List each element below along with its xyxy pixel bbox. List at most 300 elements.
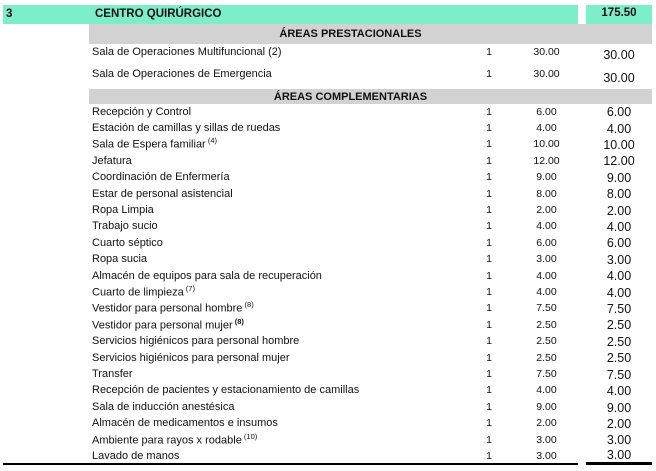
table-row	[3, 252, 652, 268]
room-unit-area-cell	[515, 268, 578, 284]
room-unit-area-cell	[515, 449, 578, 465]
section-label-cell	[89, 24, 652, 44]
room-name-cell	[89, 432, 463, 448]
room-qty-cell	[463, 186, 515, 202]
room-unit-area: 3.00	[536, 433, 557, 446]
indent-gap-cell	[65, 202, 89, 218]
column-gap	[578, 432, 586, 448]
table-row	[3, 153, 652, 169]
room-total-area-cell	[586, 317, 652, 333]
room-total-area-cell	[586, 120, 652, 136]
room-unit-area: 9.00	[536, 400, 557, 413]
room-name-cell	[89, 186, 463, 202]
room-name-footnote: (4)	[205, 136, 217, 146]
room-qty: 1	[486, 351, 492, 364]
room-name-cell	[89, 449, 463, 465]
indent-gap-cell	[65, 301, 89, 317]
indent-gap-cell	[65, 399, 89, 415]
code-box-cell	[3, 252, 65, 268]
table-row	[3, 399, 652, 415]
indent-gap-cell	[65, 449, 89, 465]
code-box-cell	[3, 416, 65, 432]
indent-gap-cell	[65, 44, 89, 67]
room-unit-area: 2.00	[536, 417, 557, 430]
room-unit-area-cell	[515, 317, 578, 333]
room-total-area-cell	[586, 383, 652, 399]
room-qty: 1	[486, 220, 492, 233]
room-name-cell	[89, 170, 463, 186]
room-total-area-cell	[586, 432, 652, 448]
code-box-cell	[3, 24, 65, 44]
code-box-cell	[3, 334, 65, 350]
room-total-area-cell	[586, 301, 652, 317]
table-row	[3, 170, 652, 186]
table-row	[3, 44, 652, 67]
room-unit-area: 3.00	[536, 253, 557, 266]
code-box-cell	[3, 399, 65, 415]
indent-gap-cell	[65, 383, 89, 399]
indent-gap-cell	[65, 153, 89, 169]
code-box-cell	[3, 367, 65, 383]
room-unit-area: 6.00	[536, 105, 557, 118]
room-unit-area: 2.50	[536, 318, 557, 331]
room-total-area: 3.00	[606, 448, 632, 463]
room-total-area: 7.50	[606, 367, 632, 382]
room-name-cell	[89, 120, 463, 136]
room-qty: 1	[486, 154, 492, 167]
room-unit-area-cell	[515, 137, 578, 153]
room-qty: 1	[486, 45, 492, 58]
table-row	[3, 219, 652, 235]
room-total-area: 2.50	[606, 318, 632, 333]
column-gap	[578, 219, 586, 235]
room-name-cell	[89, 383, 463, 399]
room-qty: 1	[486, 417, 492, 430]
indent-gap-cell	[65, 268, 89, 284]
code-box-cell	[3, 301, 65, 317]
column-gap	[578, 104, 586, 120]
room-unit-area-cell	[515, 367, 578, 383]
table-row	[3, 334, 652, 350]
room-unit-area-cell	[515, 432, 578, 448]
section-total-value: 175.50	[601, 7, 637, 19]
column-gap	[578, 367, 586, 383]
column-gap	[578, 399, 586, 415]
room-name: Sala de Operaciones Multifuncional (2)	[92, 45, 282, 58]
room-total-area: 10.00	[603, 138, 635, 153]
indent-gap-cell	[65, 334, 89, 350]
room-qty: 1	[486, 187, 492, 200]
column-gap	[578, 350, 586, 366]
code-box-cell	[3, 235, 65, 251]
code-box-cell	[3, 350, 65, 366]
room-name-cell	[89, 219, 463, 235]
room-name: Estar de personal asistencial	[92, 187, 233, 200]
room-total-area: 2.00	[606, 416, 632, 431]
room-unit-area: 2.50	[536, 351, 557, 364]
room-name-footnote: (8)	[242, 300, 254, 310]
room-total-area: 2.00	[606, 203, 632, 218]
column-gap	[578, 235, 586, 251]
room-unit-area: 2.50	[536, 335, 557, 348]
indent-gap-cell	[65, 284, 89, 300]
room-name-cell	[89, 44, 463, 67]
room-unit-area: 7.50	[536, 368, 557, 380]
room-qty-cell	[463, 301, 515, 317]
code-box-cell	[3, 170, 65, 186]
section-total-cell	[586, 5, 652, 24]
room-name-cell	[89, 350, 463, 366]
indent-gap-cell	[65, 432, 89, 448]
room-name-cell	[89, 334, 463, 350]
section-number: 3	[6, 8, 13, 20]
room-name-cell	[89, 104, 463, 120]
room-unit-area: 4.00	[536, 285, 557, 298]
room-total-area: 9.00	[606, 170, 632, 185]
room-qty-cell	[463, 284, 515, 300]
room-name: Servicios higiénicos para personal hombre	[92, 335, 300, 348]
room-total-area: 30.00	[603, 48, 635, 63]
column-gap	[578, 301, 586, 317]
room-unit-area: 7.50	[536, 302, 557, 315]
code-box-cell	[3, 67, 65, 90]
table-row	[3, 317, 652, 333]
table-row	[3, 202, 652, 218]
room-qty-cell	[463, 252, 515, 268]
indent-gap-cell	[65, 89, 89, 104]
room-qty: 1	[486, 450, 492, 463]
table-row	[3, 104, 652, 120]
room-name-cell	[89, 137, 463, 153]
room-qty: 1	[486, 433, 492, 446]
room-total-area-cell	[586, 153, 652, 169]
column-gap	[578, 137, 586, 153]
indent-gap-cell	[65, 67, 89, 90]
room-unit-area-cell	[515, 186, 578, 202]
room-unit-area-cell	[515, 383, 578, 399]
room-qty: 1	[486, 171, 492, 184]
table-row	[3, 268, 652, 284]
room-qty: 1	[486, 269, 492, 282]
room-name: Jefatura	[92, 154, 132, 167]
room-name: Servicios higiénicos para personal mujer	[92, 351, 290, 364]
section-label-cell	[89, 89, 652, 104]
indent-gap-cell	[65, 317, 89, 333]
room-name-cell	[89, 202, 463, 218]
column-gap	[578, 317, 586, 333]
column-gap	[578, 383, 586, 399]
room-unit-area: 12.00	[533, 154, 560, 167]
column-gap	[578, 67, 586, 90]
room-qty-cell	[463, 350, 515, 366]
room-unit-area: 3.00	[536, 450, 557, 463]
room-qty-cell	[463, 317, 515, 333]
room-total-area-cell	[586, 137, 652, 153]
indent-gap-cell	[65, 104, 89, 120]
room-qty-cell	[463, 449, 515, 465]
column-gap	[578, 44, 586, 67]
room-qty: 1	[486, 121, 492, 134]
room-qty-cell	[463, 104, 515, 120]
column-gap	[578, 416, 586, 432]
room-name-cell	[89, 301, 463, 317]
code-box-cell	[3, 383, 65, 399]
room-qty: 1	[486, 138, 492, 151]
room-total-area: 30.00	[603, 70, 635, 85]
room-name-footnote: (7)	[183, 284, 195, 293]
room-unit-area-cell	[515, 252, 578, 268]
room-total-area: 2.50	[606, 334, 632, 349]
room-name-cell	[89, 252, 463, 268]
column-gap	[578, 202, 586, 218]
code-box-cell	[3, 120, 65, 136]
room-name: Vestidor para personal hombre	[92, 303, 243, 316]
indent-gap-cell	[65, 219, 89, 235]
table-row	[3, 383, 652, 399]
code-box-cell	[3, 202, 65, 218]
room-qty-cell	[463, 153, 515, 169]
code-box-cell	[3, 44, 65, 67]
room-unit-area-cell	[515, 334, 578, 350]
section-title: CENTRO QUIRÚRGICO	[95, 8, 222, 20]
table-header-row	[3, 5, 652, 24]
room-total-area: 9.00	[606, 400, 632, 415]
column-gap	[578, 120, 586, 136]
table-row	[3, 67, 652, 90]
room-qty-cell	[463, 268, 515, 284]
table-row	[3, 284, 652, 300]
indent-gap-cell	[65, 170, 89, 186]
room-total-area-cell	[586, 334, 652, 350]
room-name-cell	[89, 235, 463, 251]
room-name-cell	[89, 416, 463, 432]
room-qty: 1	[486, 384, 492, 397]
header-gap	[578, 5, 586, 24]
table-row	[3, 186, 652, 202]
room-qty: 1	[486, 203, 492, 216]
room-name-footnote: (8)	[232, 317, 244, 326]
table-row	[3, 301, 652, 317]
table-row	[3, 350, 652, 366]
room-unit-area-cell	[515, 104, 578, 120]
room-unit-area: 8.00	[536, 187, 557, 200]
code-box-cell	[3, 186, 65, 202]
table-row	[3, 449, 652, 465]
room-unit-area: 30.00	[533, 45, 560, 58]
indent-gap-cell	[65, 416, 89, 432]
room-name: Lavado de manos	[92, 450, 180, 463]
room-total-area: 4.00	[606, 220, 632, 235]
table-row	[3, 416, 652, 432]
room-total-area-cell	[586, 399, 652, 415]
room-name-cell	[89, 317, 463, 333]
section-title-cell	[89, 5, 578, 24]
code-box-cell	[3, 284, 65, 300]
room-name: Cuarto séptico	[92, 236, 163, 249]
code-box-cell	[3, 89, 65, 104]
room-total-area-cell	[586, 202, 652, 218]
room-total-area: 7.50	[606, 302, 632, 317]
room-total-area: 4.00	[606, 269, 632, 284]
room-unit-area-cell	[515, 67, 578, 90]
room-qty-cell	[463, 334, 515, 350]
room-total-area: 4.00	[606, 384, 632, 399]
room-name: Almacén de equipos para sala de recuperación	[92, 269, 322, 282]
room-total-area: 8.00	[606, 187, 632, 202]
room-unit-area: 4.00	[536, 269, 557, 282]
room-total-area-cell	[586, 219, 652, 235]
column-gap	[578, 252, 586, 268]
room-name-footnote: (10)	[241, 432, 258, 441]
room-qty-cell	[463, 399, 515, 415]
section-label: ÁREAS COMPLEMENTARIAS	[273, 90, 428, 103]
room-name: Recepción de pacientes y estacionamiento de camillas	[92, 384, 360, 397]
room-total-area: 6.00	[606, 236, 632, 251]
indent-gap-cell	[65, 367, 89, 383]
room-unit-area-cell	[515, 301, 578, 317]
indent-gap-cell	[65, 120, 89, 136]
room-unit-area: 4.00	[536, 121, 557, 134]
table-row	[3, 235, 652, 251]
code-box-cell	[3, 449, 65, 465]
code-box-cell	[3, 268, 65, 284]
room-total-area-cell	[586, 268, 652, 284]
room-name: Ropa Limpia	[92, 203, 154, 216]
room-qty: 1	[486, 400, 492, 413]
room-unit-area: 4.00	[536, 220, 557, 233]
section-header-row	[3, 89, 652, 104]
room-unit-area-cell	[515, 416, 578, 432]
room-qty-cell	[463, 219, 515, 235]
column-gap	[578, 170, 586, 186]
room-unit-area-cell	[515, 350, 578, 366]
column-gap	[578, 268, 586, 284]
room-qty-cell	[463, 67, 515, 90]
room-unit-area: 4.00	[536, 384, 557, 397]
room-name: Recepción y Control	[92, 105, 192, 118]
room-unit-area-cell	[515, 235, 578, 251]
table-row	[3, 120, 652, 136]
table-row	[3, 367, 652, 383]
room-qty: 1	[486, 335, 492, 348]
room-total-area: 4.00	[606, 285, 632, 300]
room-unit-area: 9.00	[536, 171, 557, 184]
room-unit-area-cell	[515, 202, 578, 218]
room-name: Cuarto de limpieza	[92, 286, 184, 299]
indent-gap-cell	[65, 252, 89, 268]
room-unit-area-cell	[515, 219, 578, 235]
room-unit-area: 2.00	[536, 203, 557, 216]
room-total-area-cell	[586, 350, 652, 366]
indent-gap-cell	[65, 350, 89, 366]
room-name: Sala de Espera familiar	[92, 138, 206, 151]
room-qty-cell	[463, 383, 515, 399]
section-label: ÁREAS PRESTACIONALES	[279, 28, 422, 40]
room-total-area-cell	[586, 186, 652, 202]
room-name-cell	[89, 268, 463, 284]
room-name: Sala de Operaciones de Emergencia	[92, 68, 272, 80]
room-unit-area-cell	[515, 153, 578, 169]
column-gap	[578, 186, 586, 202]
room-unit-area-cell	[515, 399, 578, 415]
room-total-area-cell	[586, 252, 652, 268]
room-total-area-cell	[586, 235, 652, 251]
room-unit-area-cell	[515, 284, 578, 300]
room-qty: 1	[486, 285, 492, 298]
room-name-cell	[89, 367, 463, 383]
room-name-cell	[89, 399, 463, 415]
room-name: Sala de inducción anestésica	[92, 400, 235, 413]
room-name: Ropa sucia	[92, 253, 148, 266]
indent-gap-cell	[65, 186, 89, 202]
room-name-cell	[89, 284, 463, 300]
room-total-area: 2.50	[606, 351, 632, 366]
room-total-area-cell	[586, 67, 652, 90]
room-unit-area-cell	[515, 120, 578, 136]
room-unit-area-cell	[515, 44, 578, 67]
room-name: Vestidor para personal mujer	[92, 319, 233, 332]
room-total-area-cell	[586, 104, 652, 120]
room-qty: 1	[486, 318, 492, 331]
room-name-cell	[89, 67, 463, 90]
room-name: Trabajo sucio	[92, 220, 158, 233]
room-name: Ambiente para rayos x rodable	[92, 434, 242, 447]
room-name: Estación de camillas y sillas de ruedas	[92, 121, 281, 134]
room-total-area: 6.00	[606, 105, 632, 120]
room-total-area-cell	[586, 449, 652, 465]
room-total-area-cell	[586, 284, 652, 300]
room-unit-area: 30.00	[533, 68, 560, 80]
room-total-area-cell	[586, 416, 652, 432]
table-row	[3, 432, 652, 448]
code-box-cell	[3, 153, 65, 169]
code-box-cell	[3, 137, 65, 153]
code-box-cell	[3, 432, 65, 448]
room-qty-cell	[463, 235, 515, 251]
room-qty-cell	[463, 416, 515, 432]
room-qty: 1	[486, 253, 492, 266]
section-number-cell	[3, 5, 89, 24]
room-qty: 1	[486, 368, 492, 380]
room-name: Coordinación de Enfermería	[92, 171, 230, 184]
indent-gap-cell	[65, 137, 89, 153]
indent-gap-cell	[65, 24, 89, 44]
code-box-cell	[3, 317, 65, 333]
column-gap	[578, 334, 586, 350]
room-name-cell	[89, 153, 463, 169]
room-qty: 1	[486, 302, 492, 315]
room-qty-cell	[463, 432, 515, 448]
room-qty: 1	[486, 68, 492, 80]
room-name: Transfer	[92, 368, 133, 380]
room-total-area: 3.00	[606, 433, 632, 448]
indent-gap-cell	[65, 235, 89, 251]
room-total-area-cell	[586, 170, 652, 186]
room-total-area-cell	[586, 44, 652, 67]
column-gap	[578, 153, 586, 169]
room-qty: 1	[486, 105, 492, 118]
room-qty-cell	[463, 120, 515, 136]
room-total-area: 4.00	[606, 121, 632, 136]
code-box-cell	[3, 104, 65, 120]
room-name: Almacén de medicamentos e insumos	[92, 417, 278, 430]
section-header-row	[3, 24, 652, 44]
room-qty-cell	[463, 137, 515, 153]
room-qty-cell	[463, 170, 515, 186]
room-total-area-cell	[586, 367, 652, 383]
code-box-cell	[3, 219, 65, 235]
room-qty-cell	[463, 202, 515, 218]
